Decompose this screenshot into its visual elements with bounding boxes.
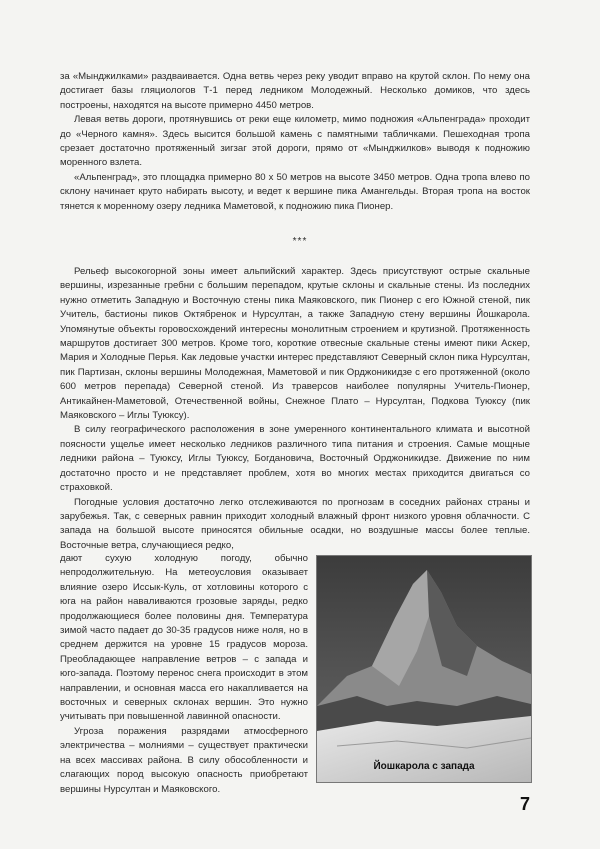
paragraph: Рельеф высокогорной зоны имеет альпийский характер. Здесь присутствуют острые скальные вершины, изрезанные гребни с большим перепадом, крутые склоны и скальные стены. Из последних нужно отметить Западную и Восточную стены пика Маяковского, пик Пионер с его Южной стеной, пик Учитель, бастионы пиков Октябренок и Нурсултан, а также Западную стену вершины Йошкарола. Упомянутые объекты горовосхождений интересны монолитным строением и крутизной. Протяженность маршрутов достигает 300 метров. Кроме того, короткие отвесные скальные стены имеют пики Аскер, Мария и Холодные Перья. Как ледовые участки интерес представляют Северный склон пика Нурсултан, пик Партизан, склоны вершины Молодежная, Маметовой и пик Орджоникидзе с его протяженной (около 600 метров перепада) Северной стеной. Из траверсов наиболее популярны Учитель-Пионер, Антикайнен-Маметовой, Отечественной войны, Снежное Плато – Нурсултан, Подкова Туюксу (пик Маяковского – Иглы Туюксу). xyxy=(60,266,530,422)
text-block-top xyxy=(60,70,530,214)
photo-caption: Йошкарола с запада xyxy=(373,761,475,772)
paragraph: В силу географического расположения в зоне умеренного континентального климата и высотной поясности ущелье имеет несколько ледников различного типа питания и строения. Самые мощные ледники района – Туюксу, Иглы Туюксу, Богдановича, Восточный Орджоникидзе. Движение по ним достаточно просто и не представляет проблем, хотя во многих местах приходится двигаться со страховкой. xyxy=(60,424,530,494)
paragraph: за «Мынджилками» раздваивается. Одна ветвь через реку уводит вправо на крутой склон. По нему она достигает базы гляциологов Т-1 перед ледником Молодежный. Несколько домиков, что здесь построены, находятся на высоте примерно 4450 метров. xyxy=(60,71,530,111)
section-separator: *** xyxy=(292,236,308,247)
paragraph: Левая ветвь дороги, протянувшись от реки еще километр, мимо подножия «Альпенграда» проходит до «Черного камня». Здесь высится большой камень с памятными табличками. Пешеходная тропа срезает достаточно протяженный зигзаг этой дороги, прямо от «Мынджилков» выводя к подножию моренного взлета. xyxy=(60,114,530,169)
paragraph: Погодные условия достаточно легко отслеживаются по прогнозам в соседних районах страны и зарубежья. Так, с северных равнин приходит холодный влажный фронт низкого уровня облачности. С запада на большой высоте приносятся обильные осадки, но воздушные массы более теплые. Восточные ветра, случающиеся редко, xyxy=(60,496,530,551)
paragraph: Угроза поражения разрядами атмосферного электричества – молниями – существует практически на всех массивах района. В силу обособленности и слагающих пород высокую опасность приобретают вершины Нурсултан и Маяковского. xyxy=(60,725,308,795)
text-block-wrapped xyxy=(60,552,308,797)
text-block-middle xyxy=(60,265,530,553)
paragraph: «Альпенград», это площадка примерно 80 х 50 метров на высоте 3450 метров. Одна тропа влево по склону начинает круто набирать высоту, и ведет к вершине пика Амангельды. Вторая тропа на восток тянется к моренному озеру ледника Маметовой, к подножию пика Пионер. xyxy=(60,171,530,212)
mountain-photo xyxy=(316,555,532,783)
page-number: 7 xyxy=(519,794,530,814)
mountain-image xyxy=(317,556,531,782)
paragraph: дают сухую холодную погоду, обычно непродолжительную. На метеоусловия оказывает влияние озеро Иссык-Куль, от хотловины которого с юга на район наваливаются грозовые заряды, редко продолжающиеся более половины дня. Температура зимой часто падает до 30-35 градусов ниже ноля, но в среднем держится на уровне 15 градусов мороза. Преобладающее направление ветров – с запада и юго-запада. Поэтому перенос снега происходит в этом направлении, и основная масса его накапливается на восточных и северных склонах вершин. Это нужно учитывать при повышенной лавинной опасности. xyxy=(60,553,308,723)
